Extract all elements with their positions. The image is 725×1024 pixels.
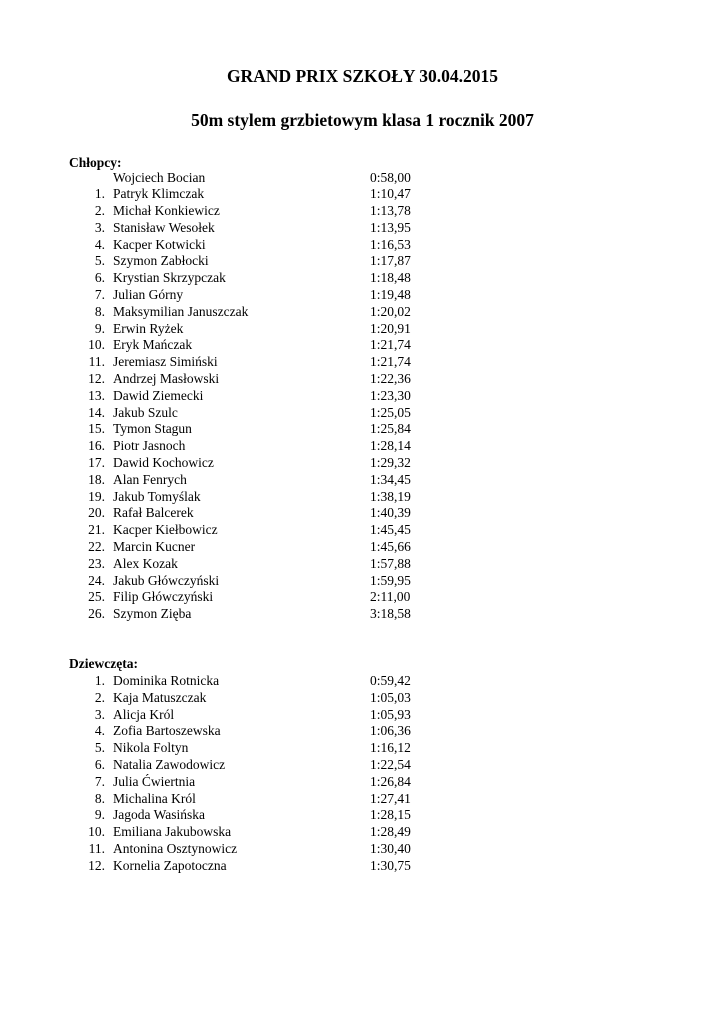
result-place: 11. [88,840,105,856]
result-time: 1:29,32 [370,455,411,471]
result-place: 9. [94,320,105,336]
result-name: Eryk Mańczak [113,337,193,353]
result-time: 1:20,91 [370,320,411,336]
result-row [0,556,725,573]
result-row [0,304,725,321]
result-time: 1:18,48 [370,270,411,286]
result-row [0,505,725,522]
event-subtitle: 50m stylem grzbietowym klasa 1 rocznik 2007 [191,110,534,130]
result-row [0,170,725,187]
result-time: 3:18,58 [370,606,411,622]
result-name: Nikola Foltyn [113,740,189,756]
result-place: 14. [88,404,105,420]
result-time: 1:45,45 [370,522,411,538]
result-time: 1:20,02 [370,303,411,319]
result-time: 1:26,84 [370,773,411,789]
result-place: 23. [88,555,105,571]
result-place: 7. [94,287,105,303]
girls-results-list [0,673,725,875]
result-time: 1:30,75 [370,857,411,873]
result-row [0,673,725,690]
result-row [0,757,725,774]
result-place: 13. [88,387,105,403]
result-name: Dawid Ziemecki [113,387,204,403]
result-place: 20. [88,505,105,521]
result-name: Natalia Zawodowicz [113,756,226,772]
result-row [0,186,725,203]
girls-section-label: Dziewczęta: [69,656,138,671]
result-name: Filip Główczyński [113,589,214,605]
result-time: 1:34,45 [370,471,411,487]
result-time: 1:05,93 [370,706,411,722]
result-row [0,589,725,606]
result-row [0,270,725,287]
result-time: 1:16,12 [370,740,411,756]
result-row [0,472,725,489]
result-name: Wojciech Bocian [113,169,206,185]
result-time: 1:57,88 [370,555,411,571]
result-name: Dominika Rotnicka [113,673,220,688]
result-time: 1:22,36 [370,371,411,387]
result-place: 18. [88,471,105,487]
result-time: 1:06,36 [370,723,411,739]
result-row [0,841,725,858]
result-place: 8. [94,303,105,319]
result-name: Szymon Zabłocki [113,253,209,269]
result-time: 1:45,66 [370,539,411,555]
result-name: Zofia Bartoszewska [113,723,221,739]
result-row [0,405,725,422]
result-place: 4. [94,236,105,252]
result-name: Jakub Główczyński [113,572,220,588]
result-place: 10. [88,337,105,353]
result-name: Patryk Klimczak [113,186,205,202]
result-time: 1:25,05 [370,404,411,420]
result-place: 15. [88,421,105,437]
result-name: Piotr Jasnoch [113,438,186,454]
result-place: 5. [94,740,105,756]
result-row [0,354,725,371]
result-place: 9. [94,807,105,823]
result-name: Kacper Kotwicki [113,236,206,252]
result-place: 22. [88,539,105,555]
result-place: 6. [94,270,105,286]
result-name: Michał Konkiewicz [113,203,220,219]
result-name: Jakub Tomyślak [113,488,201,504]
result-row [0,237,725,254]
result-row [0,807,725,824]
result-row [0,606,725,623]
result-place: 2. [94,689,105,705]
result-place: 8. [94,790,105,806]
result-row [0,489,725,506]
result-name: Tymon Stagun [113,421,192,437]
result-name: Jeremiasz Simiński [113,354,218,370]
result-row [0,690,725,707]
result-row [0,253,725,270]
result-time: 0:58,00 [370,169,411,185]
result-row [0,858,725,875]
result-time: 1:28,15 [370,807,411,823]
result-row [0,707,725,724]
result-row [0,220,725,237]
result-time: 1:23,30 [370,387,411,403]
result-time: 1:21,74 [370,354,411,370]
result-row [0,438,725,455]
result-place: 24. [88,572,105,588]
result-place: 3. [94,219,105,235]
result-name: Alan Fenrych [113,471,187,487]
result-name: Julia Ćwiertnia [113,773,196,789]
result-row [0,522,725,539]
result-row [0,388,725,405]
result-place: 6. [94,756,105,772]
result-place: 11. [88,354,105,370]
result-row [0,824,725,841]
result-time: 1:13,95 [370,219,411,235]
result-time: 1:10,47 [370,186,411,202]
result-time: 1:40,39 [370,505,411,521]
result-time: 1:05,03 [370,689,411,705]
result-name: Jakub Szulc [113,404,178,420]
result-time: 1:30,40 [370,840,411,856]
result-time: 2:11,00 [370,589,411,605]
result-place: 19. [88,488,105,504]
result-time: 0:59,42 [370,673,411,688]
result-name: Julian Górny [113,287,184,303]
result-name: Maksymilian Januszczak [113,303,249,319]
result-place: 17. [88,455,105,471]
result-name: Alicja Król [113,706,175,722]
result-name: Kaja Matuszczak [113,689,207,705]
result-time: 1:19,48 [370,287,411,303]
result-name: Krystian Skrzypczak [113,270,226,286]
result-name: Kornelia Zapotoczna [113,857,227,873]
result-place: 1. [94,673,105,688]
result-name: Stanisław Wesołek [113,219,215,235]
result-place: 1. [94,186,105,202]
result-name: Emiliana Jakubowska [113,824,232,840]
result-time: 1:17,87 [370,253,411,269]
result-place: 25. [88,589,105,605]
result-name: Antonina Osztynowicz [113,840,238,856]
result-row [0,723,725,740]
result-place: 21. [88,522,105,538]
result-time: 1:28,14 [370,438,411,454]
result-name: Erwin Ryżek [113,320,184,336]
result-name: Dawid Kochowicz [113,455,214,471]
result-place: 4. [94,723,105,739]
result-row [0,287,725,304]
result-row [0,337,725,354]
result-row [0,774,725,791]
result-row [0,573,725,590]
result-name: Michalina Król [113,790,196,806]
result-name: Andrzej Masłowski [113,371,220,387]
result-time: 1:28,49 [370,824,411,840]
boys-results-list [0,170,725,624]
result-row [0,371,725,388]
result-time: 1:25,84 [370,421,411,437]
result-name: Szymon Zięba [113,606,192,622]
result-row [0,321,725,338]
result-row [0,791,725,808]
result-time: 1:21,74 [370,337,411,353]
result-place: 26. [88,606,105,622]
result-name: Marcin Kucner [113,539,196,555]
result-place: 7. [94,773,105,789]
result-row [0,421,725,438]
boys-section-label: Chłopcy: [69,155,122,170]
result-place: 12. [88,371,105,387]
result-time: 1:22,54 [370,756,411,772]
result-name: Kacper Kiełbowicz [113,522,218,538]
result-name: Jagoda Wasińska [113,807,206,823]
result-time: 1:16,53 [370,236,411,252]
result-row [0,455,725,472]
result-name: Rafał Balcerek [113,505,194,521]
result-place: 16. [88,438,105,454]
result-time: 1:27,41 [370,790,411,806]
result-place: 3. [94,706,105,722]
result-place: 5. [94,253,105,269]
result-place: 10. [88,824,105,840]
result-time: 1:59,95 [370,572,411,588]
result-row [0,740,725,757]
result-name: Alex Kozak [113,555,178,571]
page-title: GRAND PRIX SZKOŁY 30.04.2015 [226,66,499,86]
result-time: 1:38,19 [370,488,411,504]
result-place: 2. [94,203,105,219]
result-row [0,203,725,220]
result-time: 1:13,78 [370,203,411,219]
result-place: 12. [88,857,105,873]
result-row [0,539,725,556]
